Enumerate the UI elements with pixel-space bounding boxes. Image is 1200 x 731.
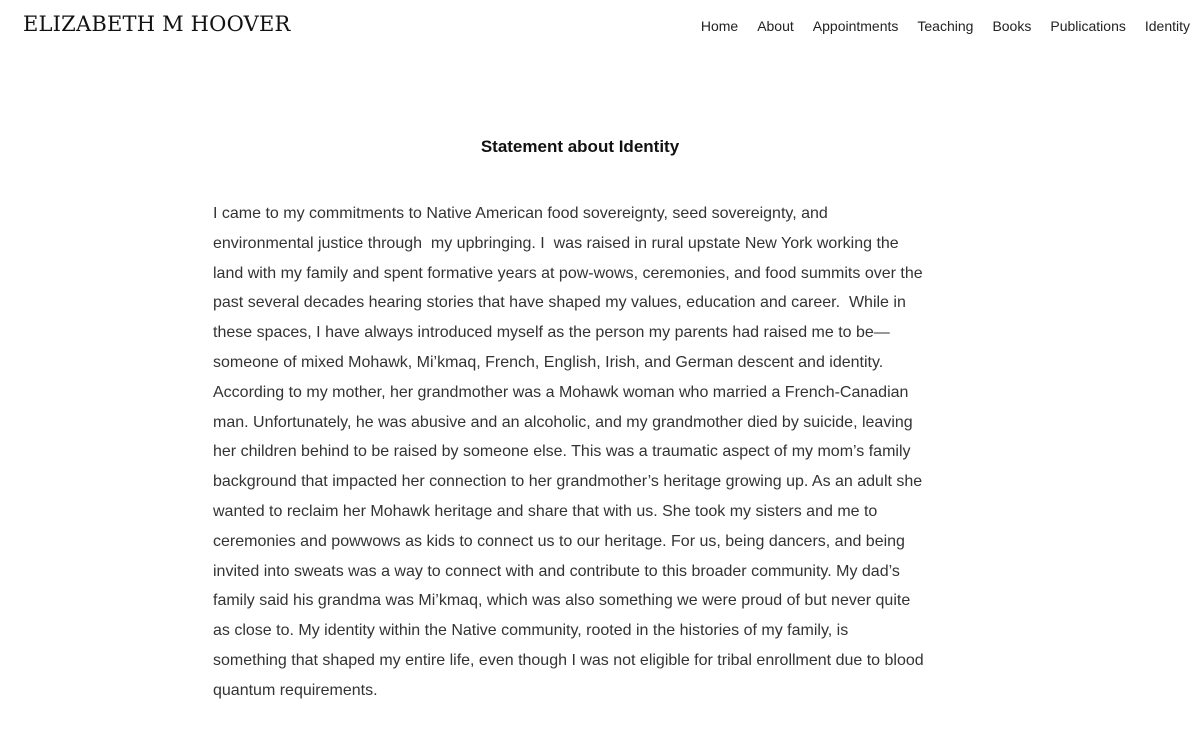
site-header bbox=[0, 0, 1200, 56]
nav-link-about[interactable]: About bbox=[757, 18, 794, 34]
nav-link-publications[interactable]: Publications bbox=[1050, 18, 1126, 34]
site-title[interactable]: ELIZABETH M HOOVER bbox=[23, 12, 291, 36]
page-heading: Statement about Identity bbox=[480, 137, 680, 156]
main-content bbox=[213, 134, 953, 706]
nav-link-identity[interactable]: Identity bbox=[1144, 18, 1190, 34]
identity-statement-paragraph: I came to my commitments to Native American food sovereignty, seed sovereignty, and environmental justice through my upbringing. I was raised in rural upstate New York working the land with my family and spent formative years at pow-wows, ceremonies, and food summits over the past several decades hearing stories that have shaped my values, education and career. While in these spaces, I have always introduced myself as the person my parents had raised me to be—someone of mixed Mohawk, Mi’kmaq, French, English, Irish, and German descent and identity. According to my mother, her grandmother was a Mohawk woman who married a French-Canadian man. Unfortunately, he was abusive and an alcoholic, and my grandmother died by suicide, leaving her children behind to be raised by someone else. This was a traumatic aspect of my mom’s family background that impacted her connection to her grandmother’s heritage growing up. As an adult she wanted to reclaim her Mohawk heritage and share that with us. She took my sisters and me to ceremonies and powwows as kids to connect us to our heritage. For us, being dancers, and being invited into sweats was a way to connect with and contribute to this broader community. My dad’s family said his grandma was Mi’kmaq, which was also something we were proud of but never quite as close to. My identity within the Native community, rooted in the histories of my family, is something that shaped my entire life, even though I was not eligible for tribal enrollment due to blood quantum requirements. bbox=[213, 205, 929, 699]
nav-link-appointments[interactable]: Appointments bbox=[812, 18, 899, 34]
nav-link-home[interactable]: Home bbox=[700, 18, 739, 34]
main-nav bbox=[701, 18, 1190, 34]
nav-link-teaching[interactable]: Teaching bbox=[917, 18, 974, 34]
nav-link-books[interactable]: Books bbox=[992, 18, 1032, 34]
